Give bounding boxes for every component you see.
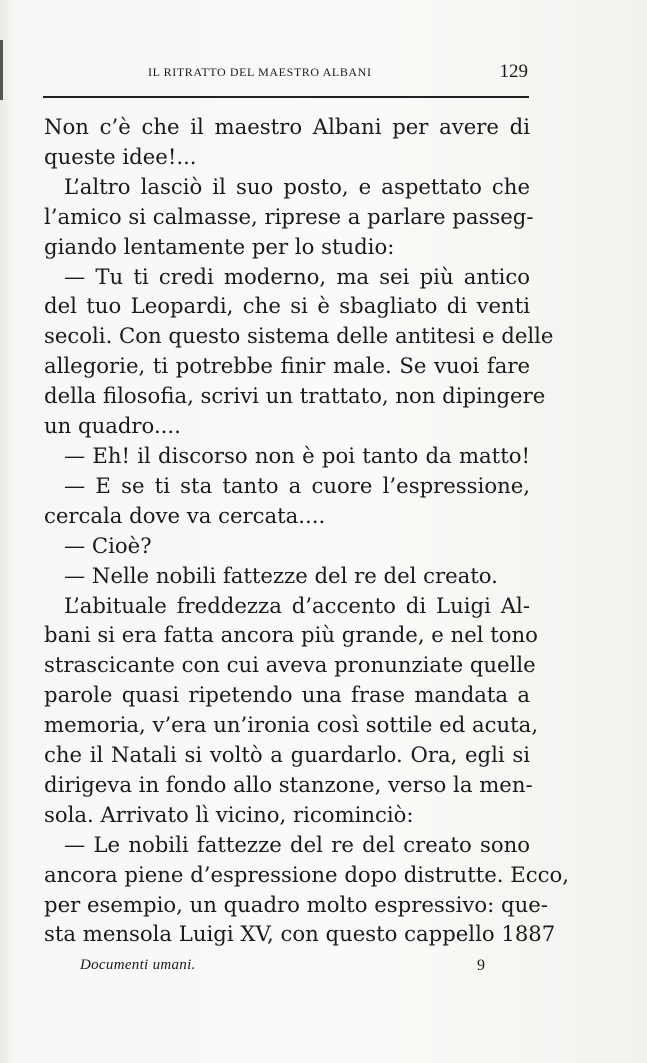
text-line: cercala dove va cercata....	[44, 502, 326, 528]
text-line: strascicante con cui aveva pronunziate quelle	[44, 652, 536, 678]
text-line: — Nelle nobili fattezze del re del creato.	[64, 562, 498, 588]
text-line: ancora piene d’espressione dopo distrutte. Ecco,	[44, 861, 569, 887]
text-line: — Cioè?	[64, 532, 152, 558]
text-line: un quadro....	[44, 413, 181, 439]
text-line: — Tu ti credi moderno, ma sei più antico	[64, 263, 530, 289]
text-line: della filosofia, scrivi un trattato, non dipingere	[44, 383, 546, 409]
text-line: sola. Arrivato lì vicino, ricominciò:	[44, 801, 414, 827]
text-line: del tuo Leopardi, che si è sbagliato di venti	[44, 293, 530, 319]
signature-title: Documenti umani.	[80, 957, 196, 973]
text-line: queste idee!...	[44, 143, 197, 169]
text-line: per esempio, un quadro molto espressivo: que-	[44, 891, 548, 917]
text-line: giando lentamente per lo studio:	[44, 233, 395, 259]
text-line: secoli. Con questo sistema delle antitesi e delle	[44, 323, 554, 349]
text-line: — E se ti sta tanto a cuore l’espressione,	[64, 472, 530, 498]
page-footer	[80, 957, 500, 981]
header-rule	[43, 96, 529, 98]
text-line: sta mensola Luigi XV, con questo cappello 1887	[44, 921, 556, 947]
signature-number: 9	[477, 957, 485, 974]
text-line: che il Natali si voltò a guardarlo. Ora, egli si	[44, 742, 530, 768]
page-header	[60, 63, 530, 85]
body-text	[44, 112, 569, 949]
text-line: dirigeva in fondo allo stanzone, verso la men-	[44, 771, 533, 797]
text-line: parole quasi ripetendo una frase mandata a	[44, 682, 530, 708]
text-line: Non c’è che il maestro Albani per avere di	[44, 114, 530, 139]
text-line: memoria, v’era un’ironia così sottile ed acuta,	[44, 712, 539, 738]
text-line: bani si era fatta ancora più grande, e nel tono	[44, 622, 538, 648]
text-line: — Eh! il discorso non è poi tanto da matto!	[64, 442, 530, 468]
running-title: IL RITRATTO DEL MAESTRO ALBANI	[148, 65, 372, 79]
text-line: L’abituale freddezza d’accento di Luigi Al-	[64, 592, 530, 618]
text-line: — Le nobili fattezze del re del creato sono	[64, 831, 530, 857]
page-edge-mark	[0, 40, 3, 100]
text-line: l’amico si calmasse, riprese a parlare passeg-	[44, 203, 534, 229]
text-line: L’altro lasciò il suo posto, e aspettato che	[64, 173, 530, 199]
text-line: allegorie, ti potrebbe finir male. Se vuoi fare	[44, 353, 530, 379]
page-number: 129	[499, 61, 528, 82]
